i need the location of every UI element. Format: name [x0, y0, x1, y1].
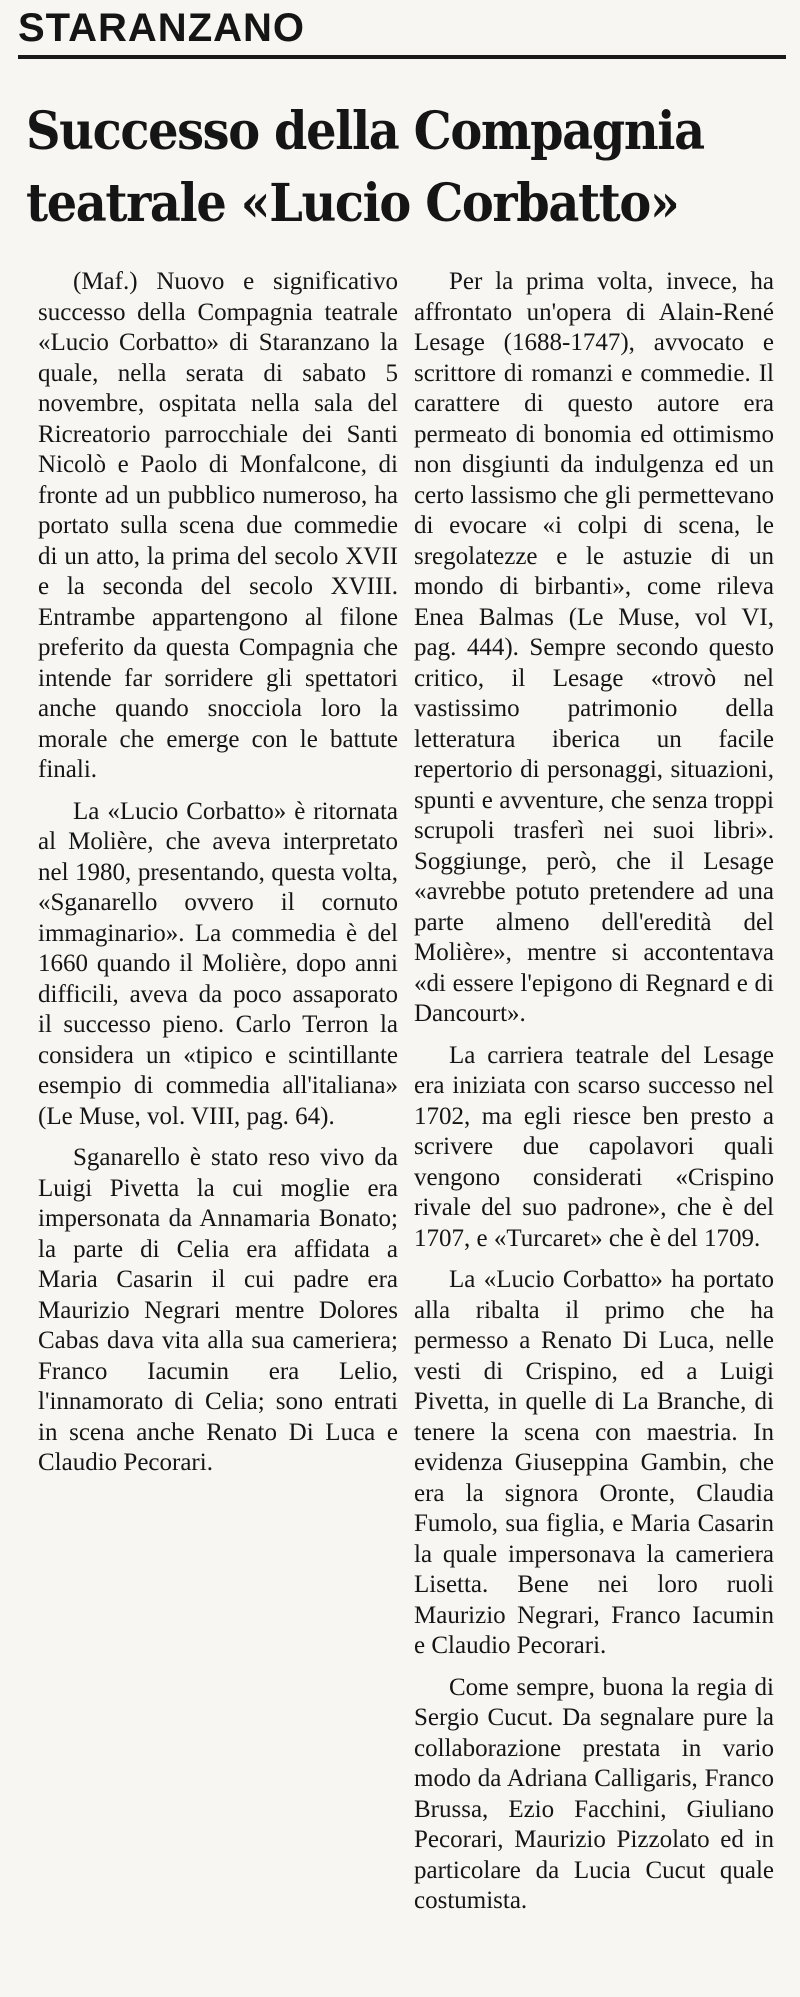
article-column-left — [38, 267, 398, 1490]
headline-line-2: teatrale «Lucio Corbatto» — [26, 173, 679, 234]
section-rule — [18, 55, 786, 59]
article-paragraph-2: La «Lucio Corbatto» è ritornata al Molière, che aveva interpretato nel 1980, presentando, questa volta, «Sganarello ovvero il cornuto immaginario». La commedia è del 1660 quando il Molière, dopo anni difficili, aveva da poco assaporato il successo pieno. Carlo Terron la considera un «tipico e scintillante esempio di commedia all'italiana» (Le Muse, vol. VIII, pag. 64). — [38, 797, 398, 1130]
article-column-right — [414, 267, 774, 1928]
article-paragraph-3: Sganarello è stato reso vivo da Luigi Pivetta la cui moglie era impersonata da Annamaria Bonato; la parte di Celia era affidata a Maria Casarin il cui padre era Maurizio Negrari mentre Dolores Cabas dava vita alla sua cameriera; Franco Iacumin era Lelio, l'innamorato di Celia; sono entrati in scena anche Renato Di Luca e Claudio Pecorari. — [38, 1144, 398, 1476]
article-paragraph-5: La carriera teatrale del Lesage era iniziata con scarso successo nel 1702, ma egli riesce ben presto a scrivere due capolavori quali vengono considerati «Crispino rivale del suo padrone», che è del 1707, e «Turcaret» che è del 1709. — [414, 1041, 774, 1252]
headline — [26, 96, 725, 240]
headline-line-1: Successo della Compagnia — [26, 101, 704, 162]
article-paragraph-1: (Maf.) Nuovo e significativo successo della Compagnia teatrale «Lucio Corbatto» di Staranzano la quale, nella serata di sabato 5 novembre, ospitata nella sala del Ricreatorio parrocchiale dei Santi Nicolò e Paolo di Monfalcone, di fronte ad un pubblico numeroso, ha portato sulla scena due commedie di un atto, la prima del secolo XVII e la seconda del secolo XVIII. Entrambe appartengono al filone preferito da questa Compagnia che intende far sorridere gli spettatori anche quando snocciola loro la morale che emerge con le battute finali. — [38, 268, 398, 783]
article-paragraph-7: Come sempre, buona la regia di Sergio Cucut. Da segnalare pure la collaborazione prestata in vario modo da Adriana Calligaris, Franco Brussa, Ezio Facchini, Giuliano Pecorari, Maurizio Pizzolato ed in particolare da Lucia Cucut quale costumista. — [414, 1673, 774, 1914]
article-paragraph-4: Per la prima volta, invece, ha affrontato un'opera di Alain-René Lesage (1688-1747), avvocato e scrittore di romanzi e commedie. Il carattere di questo autore era permeato di bonomia ed ottimismo non disgiunti da indulgenza ed un certo lassismo che gli permettevano di evocare «i colpi di scena, le sregolatezze e le astuzie di un mondo di birbanti», come rileva Enea Balmas (Le Muse, vol VI, pag. 444). Sempre secondo questo critico, il Lesage «trovò nel vastissimo patrimonio della letteratura iberica un facile repertorio di personaggi, situazioni, spunti e avventure, che senza troppi scrupoli trasferì nei suoi libri». Soggiunge, però, che il Lesage «avrebbe potuto pretendere ad una parte almeno dell'eredità del Molière», mentre si accontentava «di essere l'epigono di Regnard e di Dancourt». — [414, 268, 774, 1027]
article-paragraph-6: La «Lucio Corbatto» ha portato alla ribalta il primo che ha permesso a Renato Di Luca, nelle vesti di Crispino, ed a Luigi Pivetta, in quelle di La Branche, di tenere la scena con maestria. In evidenza Giuseppina Gambin, che era la signora Oronte, Claudia Fumolo, sua figlia, e Maria Casarin la quale impersonava la cameriera Lisetta. Bene nei loro ruoli Maurizio Negrari, Franco Iacumin e Claudio Pecorari. — [414, 1266, 774, 1659]
section-label: STARANZANO — [18, 6, 306, 50]
